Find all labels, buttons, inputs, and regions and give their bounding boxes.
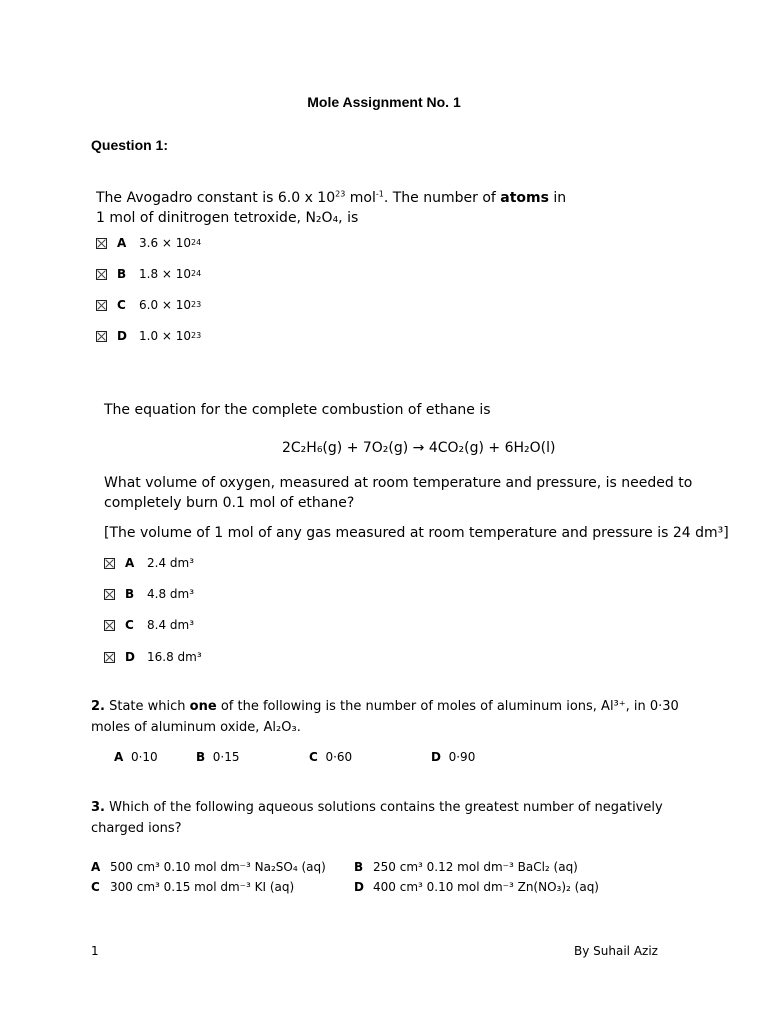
q1a-line2: 1 mol of dinitrogen tetroxide, N₂O₄, is (96, 210, 359, 226)
q1a-unit-exponent: -1 (375, 189, 384, 199)
q1a-option-d[interactable]: D 1.0 × 10 23 (96, 326, 201, 346)
q1b-question-line2: completely burn 0.1 mol of ethane? (104, 495, 355, 511)
checkbox-icon[interactable] (96, 300, 107, 311)
q1a-text-mid: . The number of (383, 190, 501, 206)
q1a-option-b[interactable]: B 1.8 × 10 24 (96, 264, 201, 284)
option-letter: D (354, 880, 364, 894)
checkbox-icon[interactable] (96, 238, 107, 249)
q1a-emphasis: atoms (500, 190, 549, 206)
checkbox-icon[interactable] (104, 589, 115, 600)
option-value: 400 cm³ 0.10 mol dm⁻³ Zn(NO₃)₂ (aq) (373, 880, 599, 894)
option-letter: D (125, 650, 135, 664)
q3-text: Which of the following aqueous solutions contains the greatest number of negatively (104, 800, 663, 815)
q1b-intro: The equation for the complete combustion of ethane is (104, 402, 491, 418)
option-value: 1.0 × 10 (139, 329, 192, 343)
q1b-option-c[interactable] (104, 615, 194, 635)
option-value: 0·10 (130, 750, 158, 764)
checkbox-icon[interactable] (104, 652, 115, 663)
option-letter: D (117, 329, 127, 343)
author-credit: By Suhail Aziz (574, 944, 658, 958)
q2-emphasis: one (189, 699, 217, 714)
q3-option-c[interactable] (91, 880, 294, 894)
q2-line2: moles of aluminum oxide, Al₂O₃. (91, 720, 301, 735)
option-letter: B (354, 860, 364, 874)
q3-line1 (91, 797, 691, 818)
option-value: 4.8 dm³ (147, 587, 195, 601)
q2-text-post: of the following is the number of moles of aluminum ions, Al³⁺, in 0·30 (216, 699, 679, 714)
q1a-unit: mol (345, 190, 376, 206)
checkbox-icon[interactable] (104, 620, 115, 631)
question-3 (91, 797, 691, 839)
option-value: 0·90 (448, 750, 476, 764)
option-letter: C (309, 750, 318, 764)
q1b-option-d[interactable] (104, 647, 202, 667)
q2-line1 (91, 696, 691, 717)
checkbox-icon[interactable] (96, 269, 107, 280)
option-value: 1.8 × 10 (139, 267, 192, 281)
q2-option-c[interactable] (309, 750, 431, 764)
q2-number: 2. (91, 699, 105, 714)
q1a-stem (96, 188, 566, 228)
q1a-text-post: in (548, 190, 567, 206)
q2-option-b[interactable] (196, 750, 309, 764)
option-value: 8.4 dm³ (147, 618, 195, 632)
page-title: Mole Assignment No. 1 (307, 94, 461, 110)
option-letter: C (117, 298, 126, 312)
question-2 (91, 696, 691, 738)
option-value: 0·60 (325, 750, 353, 764)
q1a-option-c[interactable]: C 6.0 × 10 23 (96, 295, 201, 315)
q1a-option-a[interactable]: A 3.6 × 10 24 (96, 233, 201, 253)
q2-text: State which (104, 699, 190, 714)
q1a-line1 (96, 188, 566, 208)
checkbox-icon[interactable] (104, 558, 115, 569)
option-letter: C (125, 618, 134, 632)
q1b-note: [The volume of 1 mol of any gas measured at room temperature and pressure is 24 dm³] (104, 525, 729, 541)
option-value: 300 cm³ 0.15 mol dm⁻³ KI (aq) (110, 880, 295, 894)
q3-option-b[interactable] (354, 860, 578, 874)
q1b-question-line1: What volume of oxygen, measured at room temperature and pressure, is needed to (104, 475, 693, 491)
option-value: 3.6 × 10 (139, 236, 192, 250)
option-letter: A (117, 236, 127, 250)
q3-option-d[interactable] (354, 880, 599, 894)
q2-option-d[interactable] (431, 750, 475, 764)
option-letter: A (91, 860, 101, 874)
option-value: 6.0 × 10 (139, 298, 192, 312)
checkbox-icon[interactable] (96, 331, 107, 342)
option-letter: B (117, 267, 127, 281)
option-value: 250 cm³ 0.12 mol dm⁻³ BaCl₂ (aq) (373, 860, 578, 874)
option-letter: C (91, 880, 100, 894)
question-1-heading: Question 1: (91, 137, 169, 153)
option-letter: B (196, 750, 206, 764)
q1b-equation: 2C₂H₆(g) + 7O₂(g) → 4CO₂(g) + 6H₂O(l) (282, 440, 556, 456)
q1b-question (104, 473, 692, 513)
option-letter: A (125, 556, 135, 570)
q2-option-a[interactable] (114, 750, 196, 764)
q1a-text: The Avogadro constant is 6.0 x 10 (96, 190, 336, 206)
option-letter: D (431, 750, 441, 764)
option-letter: A (114, 750, 124, 764)
option-value: 0·15 (212, 750, 240, 764)
option-value: 500 cm³ 0.10 mol dm⁻³ Na₂SO₄ (aq) (110, 860, 326, 874)
q3-number: 3. (91, 800, 105, 815)
q1a-exponent: 23 (335, 189, 346, 199)
page-number: 1 (91, 944, 99, 958)
option-letter: B (125, 587, 135, 601)
q1b-option-b[interactable] (104, 584, 194, 604)
q3-line2: charged ions? (91, 821, 182, 836)
q1b-option-a[interactable] (104, 553, 194, 573)
option-value: 16.8 dm³ (147, 650, 202, 664)
q3-option-a[interactable] (91, 860, 326, 874)
option-value: 2.4 dm³ (147, 556, 195, 570)
q2-options (114, 750, 475, 764)
